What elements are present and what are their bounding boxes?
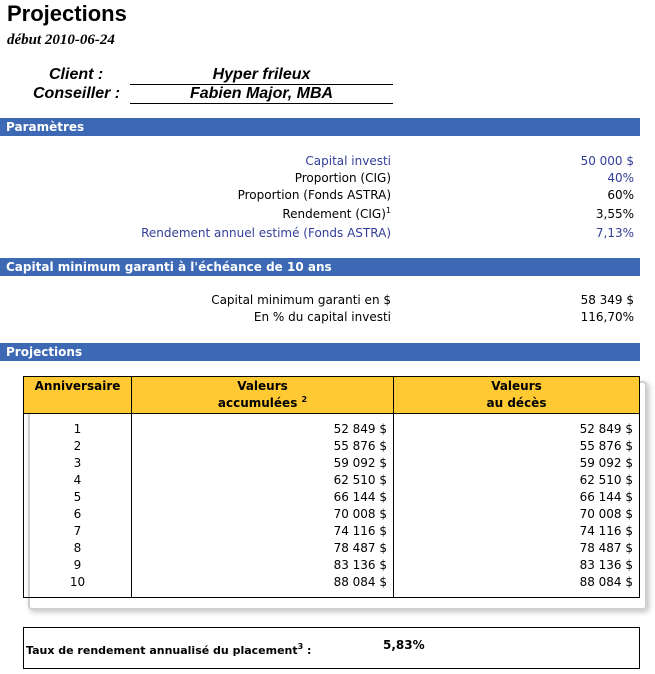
table-cell-anniversary: 7 xyxy=(73,524,82,538)
parameter-value: 60% xyxy=(607,188,634,202)
section-parameters: Paramètres xyxy=(0,118,640,136)
table-cell-accumulated: 62 510 $ xyxy=(333,473,387,487)
table-cell-death-value: 70 008 $ xyxy=(579,507,633,521)
col-death-header-line2: au décès xyxy=(486,396,547,410)
table-cell-accumulated: 83 136 $ xyxy=(333,558,387,572)
guaranteed-capital-value: 58 349 $ xyxy=(580,293,634,307)
annualized-return-box xyxy=(23,627,640,669)
annualized-return-label: Taux de rendement annualisé du placement$^3$ : xyxy=(26,642,312,657)
header-divider xyxy=(24,413,639,414)
advisor-label: Conseiller : xyxy=(33,85,121,102)
parameter-value: 40% xyxy=(607,171,634,185)
table-cell-accumulated: 74 116 $ xyxy=(333,524,387,538)
table-cell-anniversary: 2 xyxy=(73,439,82,453)
table-cell-death-value: 55 876 $ xyxy=(579,439,633,453)
table-cell-anniversary: 6 xyxy=(73,507,82,521)
table-cell-death-value: 62 510 $ xyxy=(579,473,633,487)
parameter-row xyxy=(0,153,640,170)
guaranteed-capital-label: Capital minimum garanti en $ xyxy=(211,293,391,307)
table-cell-death-value: 59 092 $ xyxy=(579,456,633,470)
table-cell-anniversary: 9 xyxy=(73,558,82,572)
table-cell-accumulated: 66 144 $ xyxy=(333,490,387,504)
guaranteed-capital-value: 116,70% xyxy=(580,310,634,324)
page-title: Projections xyxy=(7,1,127,26)
table-cell-accumulated: 78 487 $ xyxy=(333,541,387,555)
table-cell-death-value: 83 136 $ xyxy=(579,558,633,572)
parameter-label: Proportion (Fonds ASTRA) xyxy=(237,188,391,202)
parameter-row xyxy=(0,206,640,223)
table-cell-death-value: 88 084 $ xyxy=(579,575,633,589)
table-cell-death-value: 74 116 $ xyxy=(579,524,633,538)
guaranteed-capital-label: En % du capital investi xyxy=(253,310,391,324)
parameter-label: Rendement annuel estimé (Fonds ASTRA) xyxy=(141,226,391,240)
client-value: Hyper frileux xyxy=(130,65,393,85)
table-cell-anniversary: 5 xyxy=(73,490,82,504)
parameter-value: 7,13% xyxy=(595,226,634,240)
table-cell-accumulated: 55 876 $ xyxy=(333,439,387,453)
section-projections: Projections xyxy=(0,343,640,361)
parameter-value: 50 000 $ xyxy=(580,154,634,168)
parameter-label: Capital investi xyxy=(305,154,391,168)
table-cell-death-value: 66 144 $ xyxy=(579,490,633,504)
col-anniversary-header: Anniversaire xyxy=(34,379,121,393)
start-date: début 2010-06-24 xyxy=(7,32,115,48)
parameter-label: Proportion (CIG) xyxy=(294,171,391,185)
parameter-value: 3,55% xyxy=(595,207,634,221)
table-cell-anniversary: 10 xyxy=(69,575,86,589)
table-cell-accumulated: 52 849 $ xyxy=(333,422,387,436)
guaranteed-capital-row xyxy=(0,292,640,309)
annualized-return-value: 5,83% xyxy=(383,638,425,652)
parameter-row xyxy=(0,187,640,204)
table-cell-anniversary: 4 xyxy=(73,473,82,487)
guaranteed-capital-row xyxy=(0,309,640,326)
table-cell-accumulated: 88 084 $ xyxy=(333,575,387,589)
table-cell-death-value: 52 849 $ xyxy=(579,422,633,436)
table-cell-death-value: 78 487 $ xyxy=(579,541,633,555)
advisor-value: Fabien Major, MBA xyxy=(130,84,393,104)
col-accumulated-header-line2: accumulées $^2$ xyxy=(217,395,308,410)
parameter-label: Rendement (CIG)$^1$ xyxy=(282,206,391,221)
table-cell-accumulated: 59 092 $ xyxy=(333,456,387,470)
parameter-row xyxy=(0,225,640,242)
table-cell-anniversary: 1 xyxy=(73,422,82,436)
col-accumulated-header-line1: Valeurs xyxy=(237,379,288,393)
projections-table xyxy=(23,376,640,598)
table-cell-anniversary: 8 xyxy=(73,541,82,555)
section-guaranteed-capital: Capital minimum garanti à l'échéance de 10 ans xyxy=(0,258,640,276)
client-label: Client : xyxy=(49,66,104,83)
parameter-row xyxy=(0,170,640,187)
table-cell-anniversary: 3 xyxy=(73,456,82,470)
col-death-header-line1: Valeurs xyxy=(491,379,542,393)
table-cell-accumulated: 70 008 $ xyxy=(333,507,387,521)
